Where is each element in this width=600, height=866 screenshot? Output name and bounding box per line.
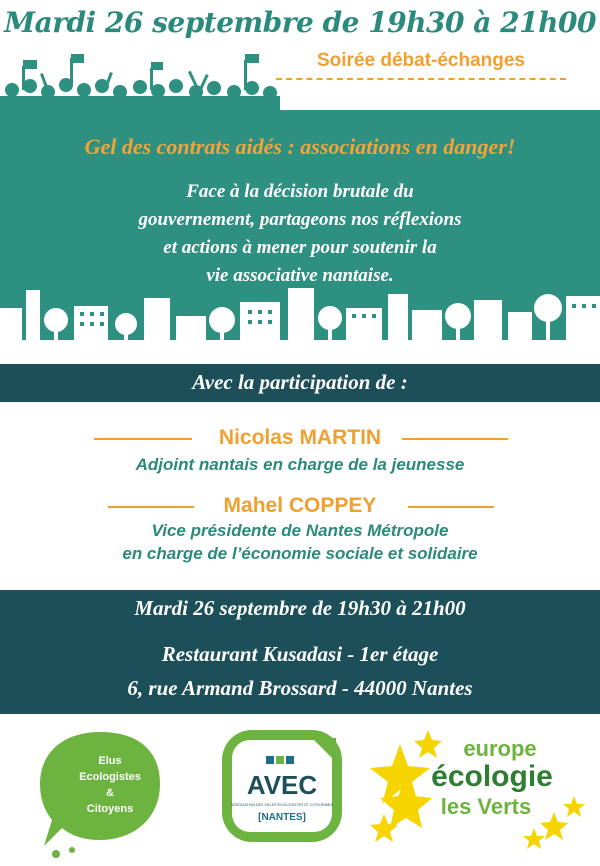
speaker-1-name: Nicolas MARTIN xyxy=(218,426,382,449)
event-band xyxy=(0,590,600,714)
speaker-1-role: Adjoint nantais en charge de la jeunesse xyxy=(135,455,465,474)
eelv-logo xyxy=(370,724,590,854)
avec-logo xyxy=(218,726,348,856)
speaker-2-role-line1: Vice présidente de Nantes Métropole xyxy=(151,521,449,540)
elus-logo-line1: Elus xyxy=(98,755,122,767)
speaker-2-role-line2: en charge de l’économie sociale et solidaire xyxy=(122,544,478,563)
eelv-logo-line2: écologie xyxy=(431,760,553,793)
header-dashed-divider xyxy=(276,78,566,80)
speaker-2-name: Mahel COPPEY xyxy=(223,494,377,517)
speaker-2-line-right xyxy=(408,506,494,508)
elus-logo-line2: Ecologistes xyxy=(79,771,141,783)
elus-ecologistes-logo xyxy=(30,722,170,862)
speaker-1-line-right xyxy=(402,438,508,440)
participation-label: Avec la participation de : xyxy=(192,370,408,394)
logos-section xyxy=(0,714,600,866)
speakers-section xyxy=(0,402,600,590)
participation-band xyxy=(0,364,600,402)
header xyxy=(0,0,600,110)
intro-title: Gel des contrats aidés : associations en danger! xyxy=(84,134,516,159)
elus-logo-line3: & xyxy=(106,787,114,799)
eelv-logo-line3: les Verts xyxy=(440,794,532,819)
event-venue: Restaurant Kusadasi - 1er étage xyxy=(161,642,439,666)
event-address: 6, rue Armand Brossard - 44000 Nantes xyxy=(127,676,473,700)
crowd-silhouette xyxy=(0,52,280,110)
intro-panel xyxy=(0,110,600,364)
intro-body: Face à la décision brutale du gouvernement, partageons nos réflexions et actions à mener pour soutenir la vie associative nantaise. xyxy=(138,181,462,286)
avec-logo-city: [NANTES] xyxy=(258,812,306,823)
avec-logo-tagline: ASSOCIATION DES VILLES ÉCOLOGISTES ET CITOYENNES xyxy=(230,803,334,807)
avec-logo-name: AVEC xyxy=(246,770,318,800)
eelv-logo-line1: europe xyxy=(463,736,537,761)
header-subtitle: Soirée débat-échanges xyxy=(316,50,526,71)
elus-logo-line4: Citoyens xyxy=(86,803,134,815)
header-title: Mardi 26 septembre de 19h30 à 21h00 xyxy=(4,6,596,39)
city-skyline xyxy=(0,280,600,364)
event-date: Mardi 26 septembre de 19h30 à 21h00 xyxy=(134,596,466,620)
